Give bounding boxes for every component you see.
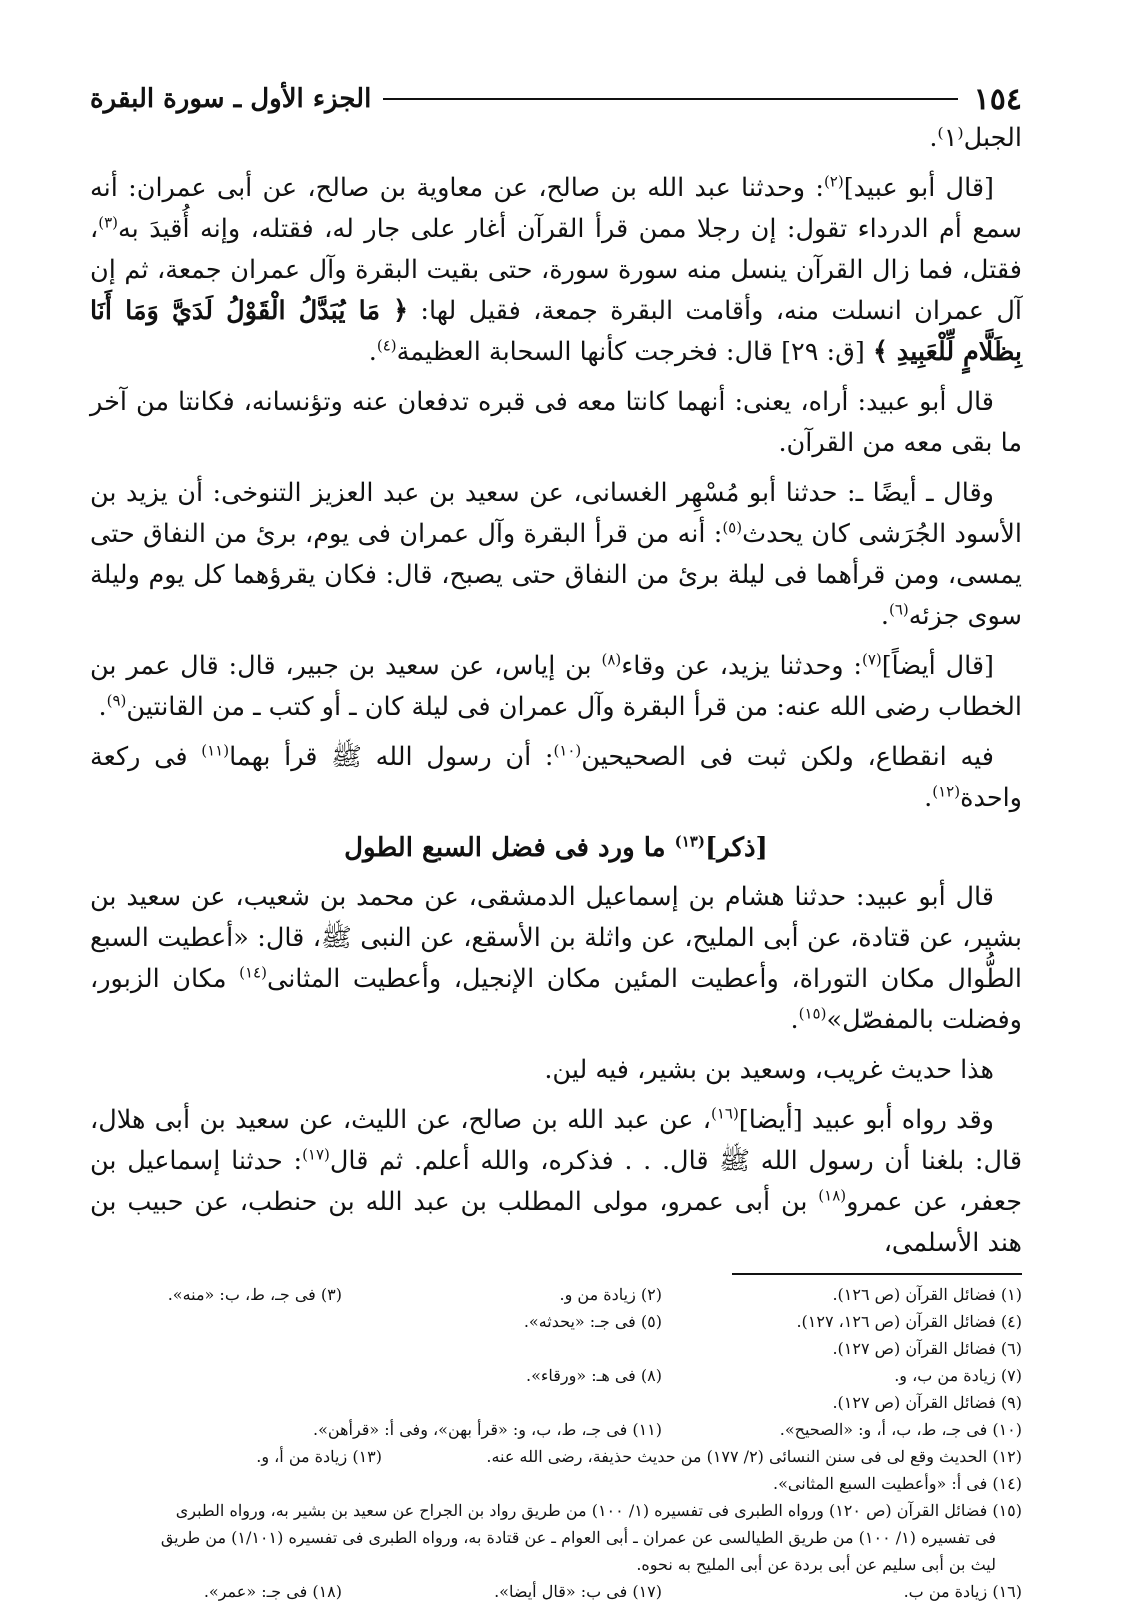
footnote-ref: (٤) (376, 336, 397, 355)
quran-verse: ﴿ مَا يُبَدَّلُ الْقَوْلُ لَدَيَّ وَمَا أَنَا بِظَلَّامٍ لِّلْعَبِيدِ ﴾ (90, 296, 1022, 367)
footnote: (١٢) الحديث وقع لى فى سنن النسائى (٢/ ١٧٧) من حديث حذيفة، رضى الله عنه. (486, 1447, 1022, 1466)
footnote-ref: (٩) (106, 691, 127, 710)
footnote-row (90, 1470, 1022, 1497)
paragraph: قال أبو عبيد: حدثنا هشام بن إسماعيل الدمشقى، عن محمد بن شعيب، عن سعيد بن بشير، عن قتادة، عن أبى المليح، عن واثلة بن الأسقع، عن النبى ﷺ، قال: «أعطيت السبع الطُّوال مكان التوراة، وأعطيت المئين مكان الإنجيل، وأعطيت المثانى$^{(١٤)}$ مكان الزبور، وفضلت بالمفصّل»$^{(١٥)}$. (90, 882, 1022, 1035)
footnote-ref: (٦) (889, 600, 909, 619)
header-rule (383, 98, 957, 100)
footnote: (٩) فضائل القرآن (ص ١٢٧). (832, 1393, 1022, 1412)
page-header (90, 80, 1022, 118)
footnote: (١٠) فى جـ، ط، ب، أ، و: «الصحيح». (779, 1420, 1022, 1439)
paragraph: الجبل⁽١⁾. (929, 123, 1022, 153)
footnote: (١٤) فى أ: «وأعطيت السبع المثانى». (773, 1474, 1022, 1493)
footnote-ref: (١٥) (798, 1004, 827, 1023)
footnote-row (90, 1335, 1022, 1362)
running-title: الجزء الأول ـ سورة البقرة (90, 84, 372, 114)
footnote: (١٣) زيادة من أ، و. (256, 1447, 382, 1466)
footnote: (١٧) فى ب: «قال أيضا». (494, 1582, 662, 1601)
footnote: (١) فضائل القرآن (ص ١٢٦). (832, 1285, 1022, 1304)
footnote: (١١) فى جـ، ط، ب، و: «قرأ بهن»، وفى أ: «قرأهن». (313, 1420, 662, 1439)
section-title: [ذكر]$^{(١٣)}$ ما ورد فى فضل السبع الطول (344, 832, 768, 863)
paragraph: وقال ـ أيضًا ـ: حدثنا أبو مُسْهِر الغسانى، عن سعيد بن عبد العزيز التنوخى: أن يزيد بن الأسود الجُرَشى كان يحدث$^{(٥)}$: أنه من قرأ البقرة وآل عمران فى يوم، برئ من النفاق حتى يمسى، ومن قرأهما فى ليلة برئ من النفاق حتى يصبح، قال: فكان يقرؤهما كل يوم وليلة سوى جزئه$^{(٦)}$. (90, 478, 1022, 631)
paragraph: هذا حديث غريب، وسعيد بن بشير، فيه لين. (544, 1055, 994, 1085)
footnote: (٥) فى جـ: «يحدثه». (523, 1312, 662, 1331)
footnote-ref: (١٨) (818, 1186, 847, 1205)
footnote-ref: (١٦) (710, 1104, 739, 1123)
footnote: (٣) فى جـ، ط، ب: «منه». (167, 1285, 342, 1304)
footnote-ref: (١٧) (302, 1145, 330, 1164)
paragraph: وقد رواه أبو عبيد [أيضا]$^{(١٦)}$، عن عبد الله بن صالح، عن الليث، عن سعيد بن أبى هلال، قال: بلغنا أن رسول الله ﷺ قال. . . فذكره، والله أعلم. ثم قال$^{(١٧)}$: حدثنا إسماعيل بن جعفر، عن عمرو$^{(١٨)}$ بن أبى عمرو، مولى المطلب بن عبد الله بن حنطب، عن حبيب بن هند الأسلمى، (90, 1104, 1023, 1258)
page-number: ١٥٤ (973, 81, 1022, 117)
footnote: (٨) فى هـ: «ورقاء». (525, 1366, 662, 1385)
footnote-row (90, 1578, 1022, 1605)
footnotes (90, 1281, 1022, 1605)
footnote-ref: (٣) (98, 213, 119, 232)
footnote-ref: (١٢) (932, 782, 961, 801)
footnote-continuation: فى تفسيره (١/ ١٠٠) من طريق الطيالسى عن عمران ـ أبى العوام ـ عن قتادة به، ورواه الطبرى فى تفسيره (١/١٠١) من طريق (160, 1528, 996, 1547)
footnote-ref: (١١) (201, 741, 230, 760)
footnote: (٤) فضائل القرآن (ص ١٢٦، ١٢٧). (796, 1312, 1022, 1331)
footnote-row (90, 1443, 1022, 1470)
footnote-ref: (١٤) (239, 963, 267, 982)
page (90, 80, 1022, 1605)
footnote-ref: (٧) (861, 650, 882, 669)
paragraph: قال أبو عبيد: أراه، يعنى: أنهما كانتا معه فى قبره تدفعان عنه وتؤنسانه، فكانتا من آخر ما بقى معه من القرآن. (90, 387, 1022, 458)
footnote-ref: (١٣) (674, 832, 705, 851)
footnote-row (90, 1362, 1022, 1389)
footnote: (١٦) زيادة من ب. (903, 1582, 1022, 1601)
footnote-row (90, 1416, 1022, 1443)
footnote-ref: (١٠) (553, 741, 582, 760)
paragraph: فيه انقطاع، ولكن ثبت فى الصحيحين$^{(١٠)}$: أن رسول الله ﷺ قرأ بهما$^{(١١)}$ فى ركعة واحدة$^{(١٢)}$. (90, 741, 1022, 813)
footnote-ref: (٨) (601, 650, 622, 669)
footnote-row (90, 1281, 1022, 1308)
paragraph: [قال أيضاً]$^{(٧)}$: وحدثنا يزيد، عن وقاء$^{(٨)}$ بن إياس، عن سعيد بن جبير، قال: قال عمر بن الخطاب رضى الله عنه: من قرأ البقرة وآل عمران فى ليلة كان ـ أو كتب ـ من القانتين$^{(٩)}$. (90, 650, 1022, 722)
paragraph: [قال أبو عبيد]$^{(٢)}$: وحدثنا عبد الله بن صالح، عن معاوية بن صالح، عن أبى عمران: أنه سمع أم الدرداء تقول: إن رجلا ممن قرأ القرآن أغار على جار له، فقتله، وإنه أُقيدَ به$^{(٣)}$، فقتل، فما زال القرآن ينسل منه سورة سورة، حتى بقيت البقرة وآل عمران جمعة، ثم إن آل عمران انسلت منه، وأقامت البقرة جمعة، فقيل لها: ﴿ مَا يُبَدَّلُ الْقَوْلُ لَدَيَّ وَمَا أَنَا بِظَلَّامٍ لِّلْعَبِيدِ ﴾ [ق: ٢٩] قال: فخرجت كأنها السحابة العظيمة$^{(٤)}$. (90, 172, 1022, 367)
footnote-row (90, 1308, 1022, 1335)
footnote-divider (732, 1273, 1022, 1275)
footnote-ref: (٢) (823, 172, 844, 191)
footnote-ref: (٥) (722, 518, 743, 537)
footnote: (١٥) فضائل القرآن (ص ١٢٠) ورواه الطبرى فى تفسيره (١/ ١٠٠) من طريق رواد بن الجراح عن سعيد بن بشير به، ورواه الطبرى (175, 1501, 1022, 1520)
footnote: (١٨) فى جـ: «عمر». (203, 1582, 342, 1601)
main-text (90, 118, 1022, 1264)
footnote-continuation: ليث بن أبى سليم عن أبى بردة عن أبى المليح به نحوه. (636, 1555, 996, 1574)
footnote: (٧) زيادة من ب، و. (894, 1366, 1022, 1385)
footnote-row (90, 1389, 1022, 1416)
footnote: (٦) فضائل القرآن (ص ١٢٧). (832, 1339, 1022, 1358)
footnote: (٢) زيادة من و. (559, 1285, 662, 1304)
